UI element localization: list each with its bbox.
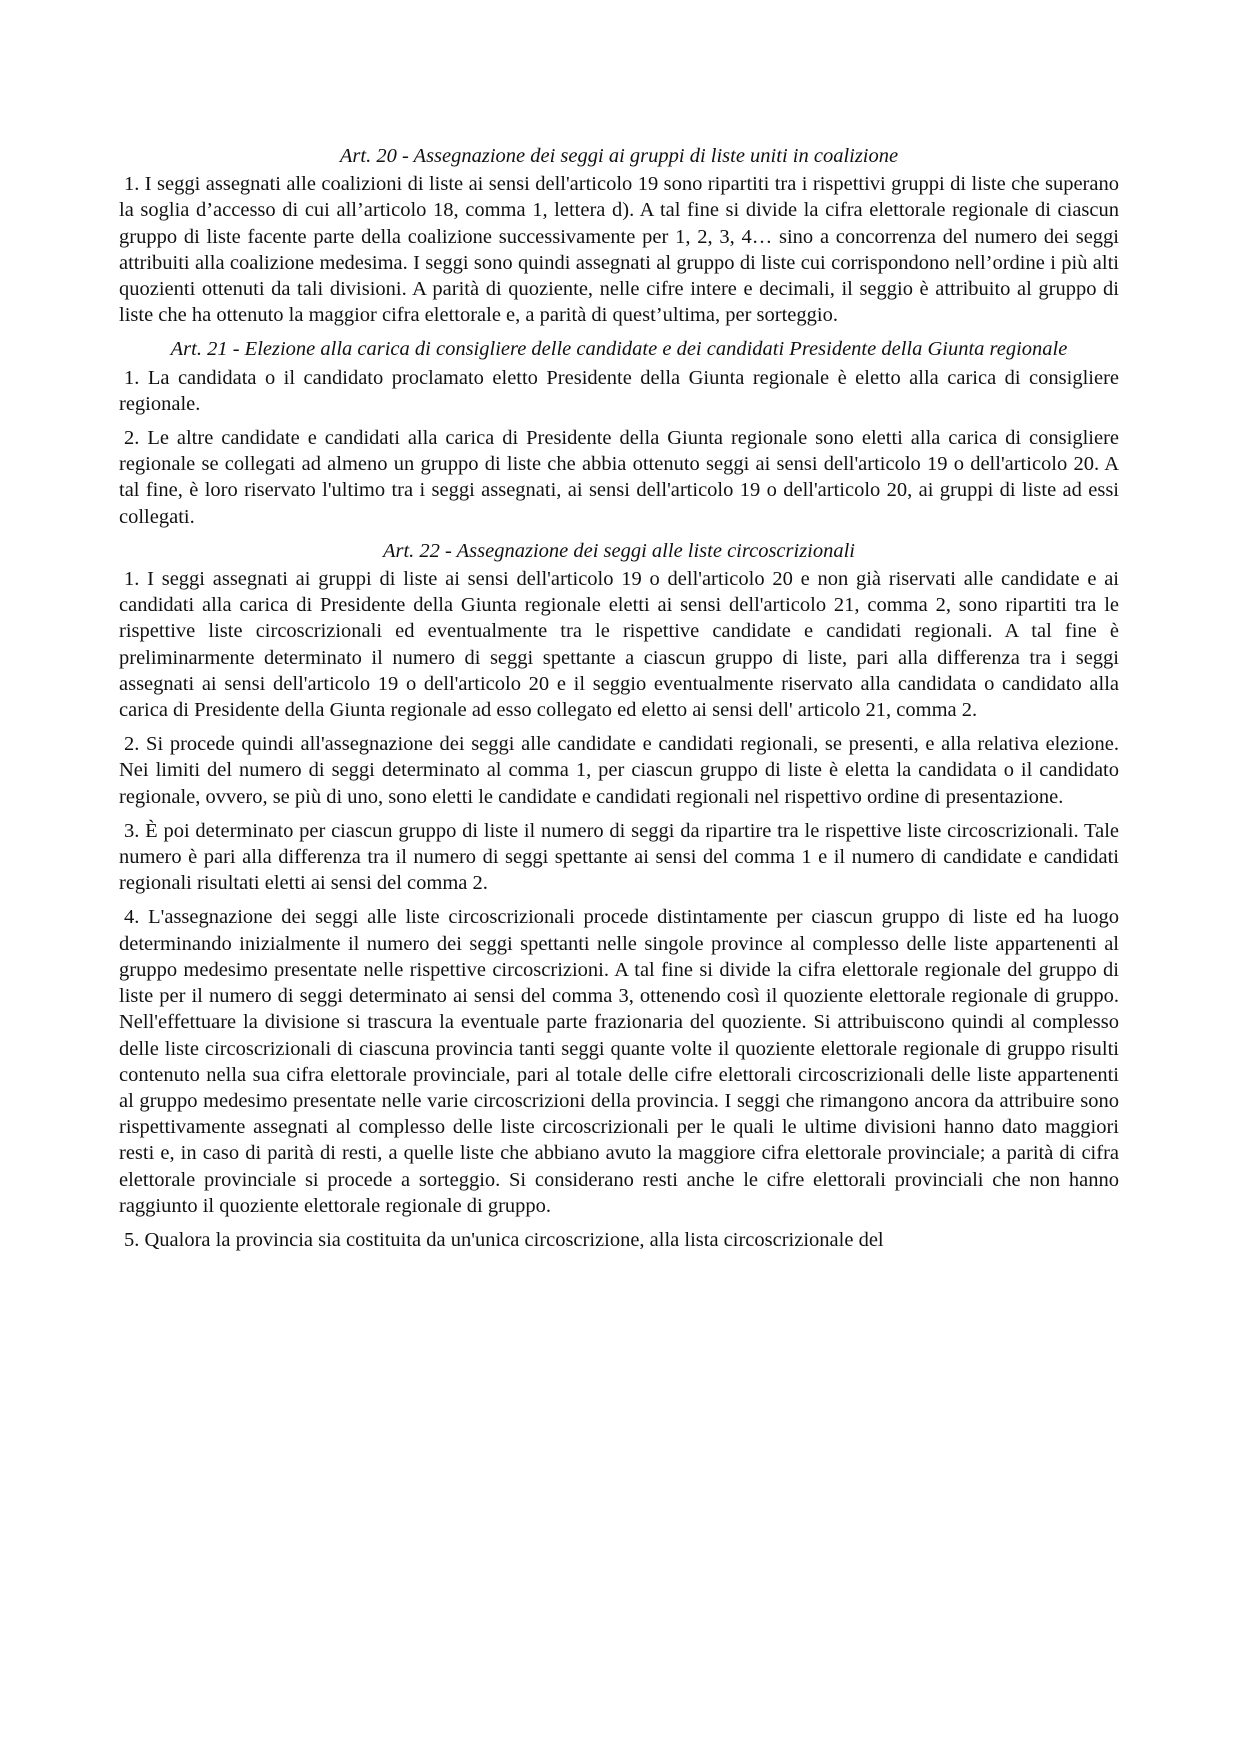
article-22 — [119, 538, 1119, 1253]
article-paragraph: 3. È poi determinato per ciascun gruppo di liste il numero di seggi da ripartire tra le rispettive liste circoscrizionali. Tale numero è pari alla differenza tra il numero di seggi spettante ai sensi del comma 1 e il numero di candidate e candidati regionali risultati eletti ai sensi del comma 2. — [119, 819, 1119, 895]
article-heading: Art. 21 - Elezione alla carica di consigliere delle candidate e dei candidati Presidente della Giunta regionale — [170, 338, 1068, 361]
article-20 — [119, 143, 1119, 328]
document-page — [119, 143, 1119, 1261]
article-paragraph: 1. I seggi assegnati alle coalizioni di liste ai sensi dell'articolo 19 sono ripartiti tra i rispettivi gruppi di liste che superano la soglia d’accesso di cui all’articolo 18, comma 1, lettera d). A tal fine si divide la cifra elettorale regionale di ciascun gruppo di liste facente parte della coalizione successivamente per 1, 2, 3, 4… sino a concorrenza del numero dei seggi attribuiti alla coalizione medesima. I seggi sono quindi assegnati al gruppo di liste cui corrispondono nell’ordine i più alti quozienti ottenuti da tali divisioni. A parità di quoziente, nelle cifre intere e decimali, il seggio è attribuito al gruppo di liste che ha ottenuto la maggior cifra elettorale e, a parità di quest’ultima, per sorteggio. — [119, 173, 1119, 327]
article-paragraph: 2. Le altre candidate e candidati alla carica di Presidente della Giunta regionale sono eletti alla carica di consigliere regionale se collegati ad almeno un gruppo di liste che abbia ottenuto seggi ai sensi dell'articolo 19 o dell'articolo 20. A tal fine, è loro riservato l'ultimo tra i seggi assegnati, ai sensi dell'articolo 19 o dell'articolo 20, ai gruppi di liste ad essi collegati. — [119, 427, 1119, 528]
article-paragraph: 5. Qualora la provincia sia costituita da un'unica circoscrizione, alla lista circoscrizionale del — [124, 1228, 884, 1251]
article-21 — [119, 336, 1119, 529]
article-heading: Art. 20 - Assegnazione dei seggi ai gruppi di liste uniti in coalizione — [339, 145, 899, 167]
article-heading: Art. 22 - Assegnazione dei seggi alle liste circoscrizionali — [382, 539, 856, 562]
article-paragraph: 1. I seggi assegnati ai gruppi di liste ai sensi dell'articolo 19 o dell'articolo 20 e non già riservati alle candidate e ai candidati alla carica di Presidente della Giunta regionale eletti ai sensi dell'articolo 21, comma 2, sono ripartiti tra le rispettive liste circoscrizionali ed eventualmente tra le rispettive candidate e candidati regionali. A tal fine è preliminarmente determinato il numero di seggi spettante a ciascun gruppo di liste, pari alla differenza tra i seggi assegnati ai sensi dell'articolo 19 o dell'articolo 20 e il seggio eventualmente riservato alla candidata o candidato alla carica di Presidente della Giunta regionale ad esso collegato ed eletto ai sensi dell' articolo 21, comma 2. — [119, 568, 1119, 722]
article-paragraph: 1. La candidata o il candidato proclamato eletto Presidente della Giunta regionale è eletto alla carica di consigliere regionale. — [119, 366, 1119, 415]
article-paragraph: 4. L'assegnazione dei seggi alle liste circoscrizionali procede distintamente per ciascun gruppo di liste ed ha luogo determinando inizialmente il numero dei seggi spettanti nelle singole province al complesso delle liste appartenenti al gruppo medesimo presentate nelle rispettive circoscrizioni. A tal fine si divide la cifra elettorale regionale del gruppo di liste per il numero di seggi determinato ai sensi del comma 3, ottenendo così il quoziente elettorale regionale di gruppo. Nell'effettuare la divisione si trascura la eventuale parte frazionaria del quoziente. Si attribuiscono quindi al complesso delle liste circoscrizionali di ciascuna provincia tanti seggi quante volte il quoziente elettorale regionale di gruppo risulti contenuto nella sua cifra elettorale provinciale, pari al totale delle cifre elettorali circoscrizionali delle liste appartenenti al gruppo medesimo presentate nelle varie circoscrizioni della provincia. I seggi che rimangono ancora da attribuire sono rispettivamente assegnati al complesso delle liste circoscrizionali per le quali le ultime divisioni hanno dato maggiori resti e, in caso di parità di resti, a quelle liste che abbiano avuto la maggiore cifra elettorale provinciale; a parità di cifra elettorale provinciale si procede a sorteggio. Si considerano resti anche le cifre elettorali provinciali che non hanno raggiunto il quoziente elettorale regionale di gruppo. — [119, 906, 1119, 1217]
article-paragraph: 2. Si procede quindi all'assegnazione dei seggi alle candidate e candidati regionali, se presenti, e alla relativa elezione. Nei limiti del numero di seggi determinato al comma 1, per ciascun gruppo di liste è eletta la candidata o il candidato regionale, ovvero, se più di uno, sono eletti le candidate e candidati regionali nel rispettivo ordine di presentazione. — [119, 733, 1119, 808]
